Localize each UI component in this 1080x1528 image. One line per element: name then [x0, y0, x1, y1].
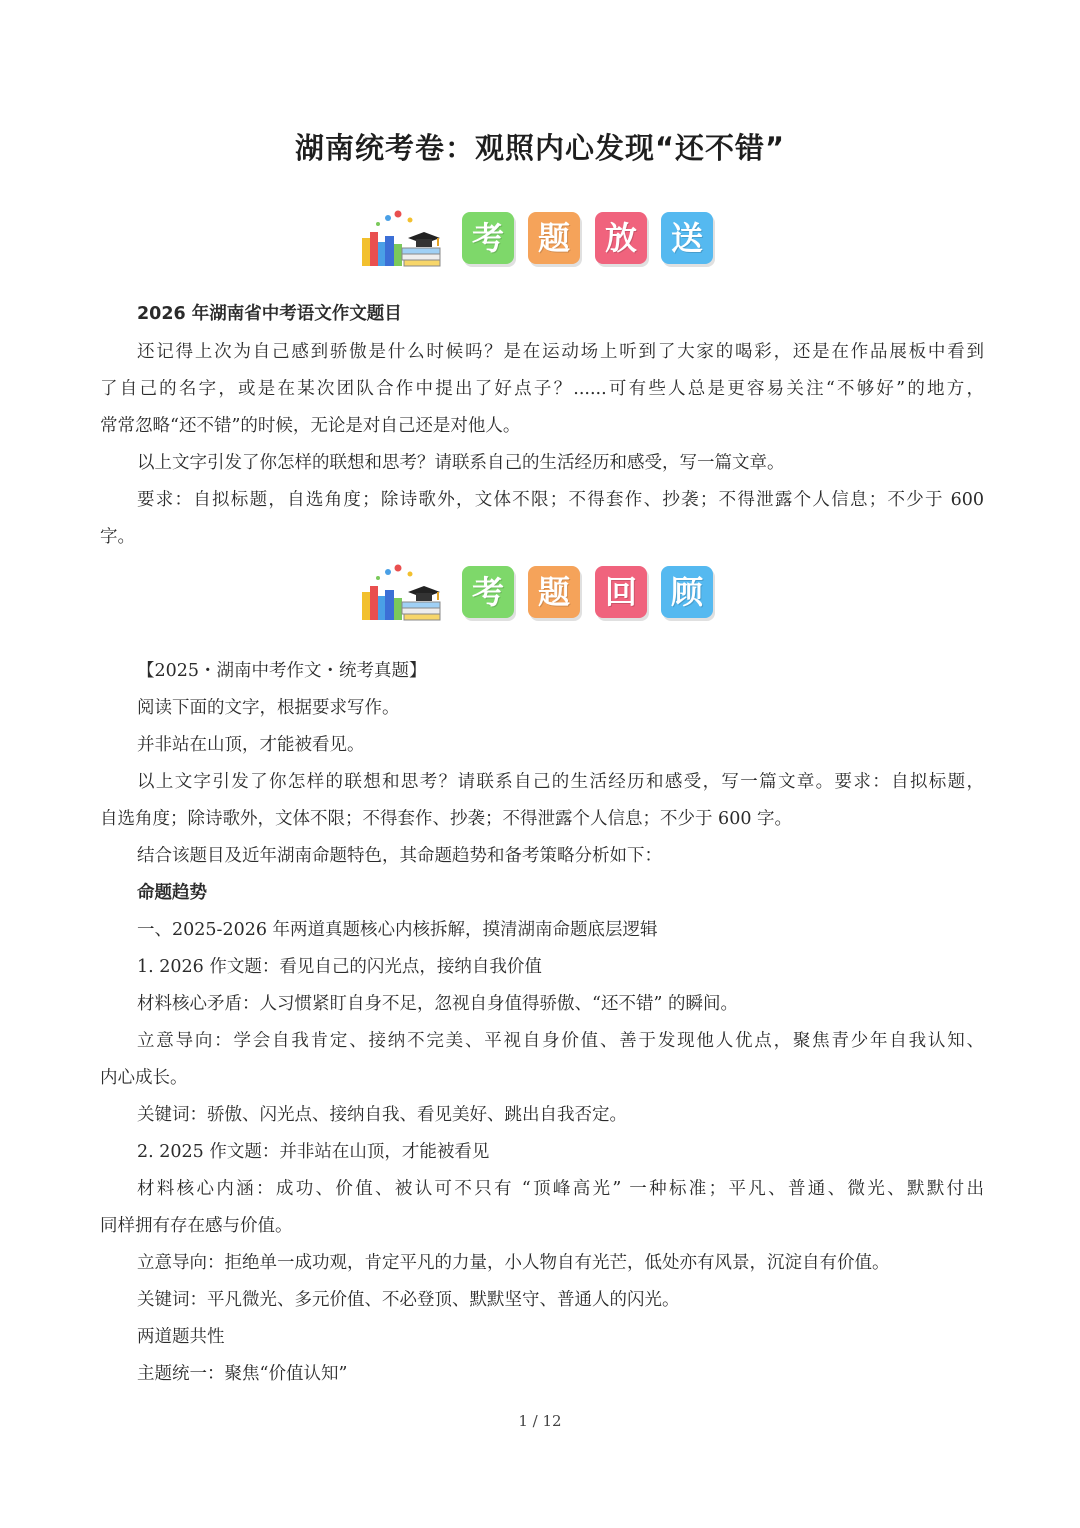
section1-instruction: 以上文字引发了你怎样的联想和思考？请联系自己的生活经历和感受，写一篇文章。 — [137, 453, 785, 473]
trend-heading: 命题趋势 — [137, 883, 207, 903]
section1-requirement-2: 字。 — [100, 527, 135, 547]
item1-keywords: 关键词：骄傲、闪光点、接纳自我、看见美好、跳出自我否定。 — [137, 1105, 627, 1125]
common-theme: 主题统一：聚焦“价值认知” — [137, 1364, 348, 1384]
prompt-line-1: 还记得上次为自己感到骄傲是什么时候吗？是在运动场上听到了大家的喝彩，还是在作品展板中看到 — [137, 342, 984, 362]
tile-kao: 考 — [462, 212, 514, 264]
item1-core: 材料核心矛盾：人习惯紧盯自身不足，忽视自身值得骄傲、“还不错” 的瞬间。 — [137, 994, 738, 1014]
tile-ti: 题 — [528, 566, 580, 618]
banner-exam-release — [358, 208, 738, 270]
section1-heading: 2026 年湖南省中考语文作文题目 — [137, 304, 402, 324]
document-title: 湖南统考卷：观照内心发现“还不错” — [294, 131, 786, 165]
tile-hui: 回 — [595, 566, 647, 618]
tile-song: 送 — [661, 212, 713, 264]
item2-title: 2. 2025 作文题：并非站在山顶，才能被看见 — [137, 1142, 490, 1162]
tile-kao: 考 — [462, 566, 514, 618]
books-graduation-icon — [358, 562, 446, 624]
item2-guide: 立意导向：拒绝单一成功观，肯定平凡的力量，小人物自有光芒，低处亦有风景，沉淀自有价值。 — [137, 1253, 890, 1273]
section1-requirement-1: 要求：自拟标题，自选角度；除诗歌外，文体不限；不得套作、抄袭；不得泄露个人信息；不少于 600 — [137, 490, 984, 510]
section2-instruction-1: 以上文字引发了你怎样的联想和思考？请联系自己的生活经历和感受，写一篇文章。要求：自拟标题， — [137, 772, 984, 792]
section2-instruction-2: 自选角度；除诗歌外，文体不限；不得套作、抄袭；不得泄露个人信息；不少于 600 字。 — [100, 809, 793, 829]
common-heading: 两道题共性 — [137, 1327, 225, 1347]
section2-source: 【2025・湖南中考作文・统考真题】 — [137, 661, 427, 681]
prompt-line-3: 常常忽略“还不错”的时候，无论是对自己还是对他人。 — [100, 416, 521, 436]
item2-keywords: 关键词：平凡微光、多元价值、不必登顶、默默坚守、普通人的闪光。 — [137, 1290, 680, 1310]
item1-title: 1. 2026 作文题：看见自己的闪光点，接纳自我价值 — [137, 957, 542, 977]
prompt-line-2: 了自己的名字，或是在某次团队合作中提出了好点子？......可有些人总是更容易关注“不够好”的地方， — [100, 379, 984, 399]
point-1: 一、2025-2026 年两道真题核心内核拆解，摸清湖南命题底层逻辑 — [137, 920, 658, 940]
item2-core-2: 同样拥有存在感与价值。 — [100, 1216, 293, 1236]
item1-guide-2: 内心成长。 — [100, 1068, 188, 1088]
tile-fang: 放 — [595, 212, 647, 264]
item2-core-1: 材料核心内涵：成功、价值、被认可不只有 “顶峰高光” 一种标准；平凡、普通、微光、默默付出 — [137, 1179, 984, 1199]
item1-guide-1: 立意导向：学会自我肯定、接纳不完美、平视自身价值、善于发现他人优点，聚焦青少年自我认知、 — [137, 1031, 984, 1051]
tile-gu: 顾 — [661, 566, 713, 618]
banner-exam-review — [358, 562, 738, 624]
section2-material: 并非站在山顶，才能被看见。 — [137, 735, 365, 755]
analysis-intro: 结合该题目及近年湖南命题特色，其命题趋势和备考策略分析如下： — [137, 846, 662, 866]
books-graduation-icon — [358, 208, 446, 270]
tile-ti: 题 — [528, 212, 580, 264]
page-number: 1 / 12 — [518, 1412, 562, 1430]
section2-read: 阅读下面的文字，根据要求写作。 — [137, 698, 400, 718]
